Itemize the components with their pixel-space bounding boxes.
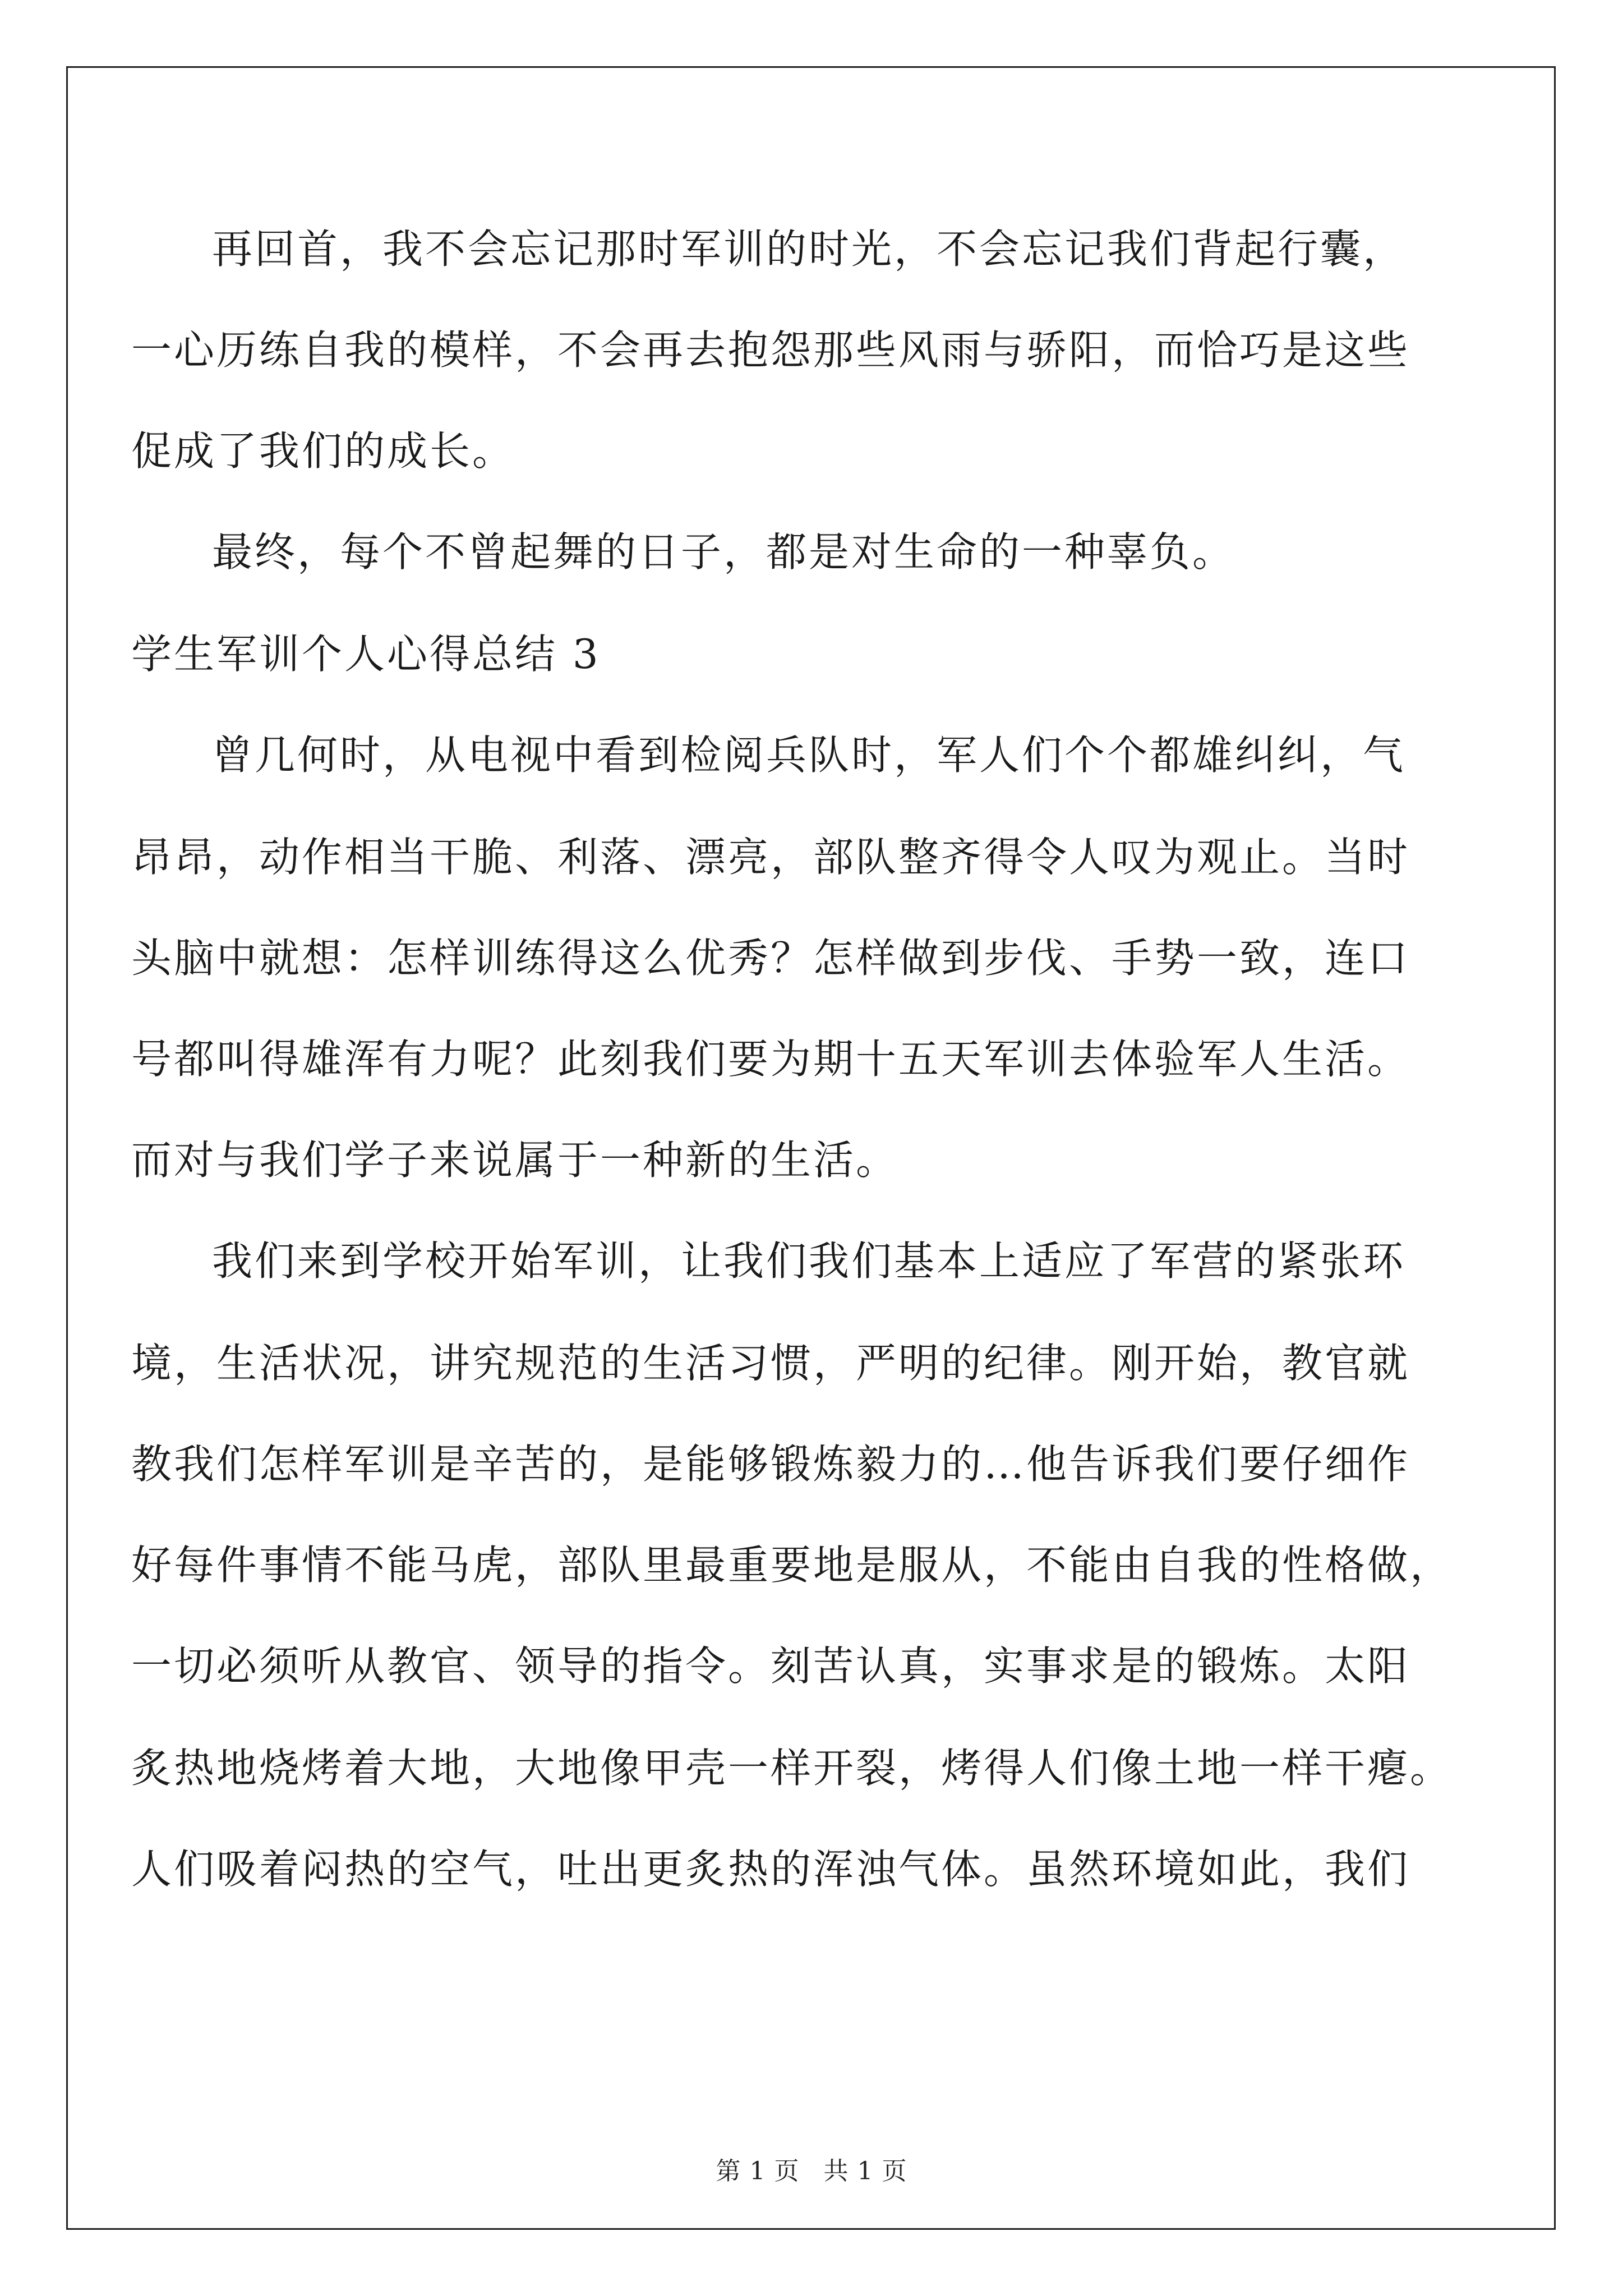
- paragraph-line: 人们吸着闷热的空气，吐出更炙热的浑浊气体。虽然环境如此，我们: [131, 1846, 1410, 1893]
- paragraph-line: 境，生活状况，讲究规范的生活习惯，严明的纪律。刚开始，教官就: [131, 1340, 1410, 1387]
- paragraph-line: 一切必须听从教官、领导的指令。刻苦认真，实事求是的锻炼。太阳: [131, 1642, 1410, 1690]
- paragraph-line: 曾几何时，从电视中看到检阅兵队时，军人们个个都雄纠纠，气: [212, 731, 1406, 779]
- paragraph-line: 一心历练自我的模样，不会再去抱怨那些风雨与骄阳，而恰巧是这些: [131, 326, 1410, 374]
- section-heading: 学生军训个人心得总结 3: [131, 631, 601, 678]
- document-body: [131, 0, 1494, 2188]
- page-total: 共 1 页: [823, 2157, 907, 2185]
- paragraph-line: 好每件事情不能马虎，部队里最重要地是服从，不能由自我的性格做，: [131, 1542, 1453, 1589]
- page-footer: [0, 2151, 1623, 2187]
- paragraph-line: 而对与我们学子来说属于一种新的生活。: [131, 1137, 899, 1184]
- paragraph-line: 促成了我们的成长。: [131, 427, 515, 475]
- paragraph-line: 我们来到学校开始军训，让我们我们基本上适应了军营的紧张环: [212, 1237, 1406, 1285]
- paragraph-line: 头脑中就想：怎样训练得这么优秀？怎样做到步伐、手势一致，连口: [131, 935, 1410, 982]
- paragraph-line: 昂昂，动作相当干脆、利落、漂亮，部队整齐得令人叹为观止。当时: [131, 834, 1410, 881]
- paragraph-line: 再回首，我不会忘记那时军训的时光，不会忘记我们背起行囊，: [212, 226, 1406, 273]
- page-number: 第 1 页: [716, 2157, 800, 2185]
- paragraph-line: 最终，每个不曾起舞的日子，都是对生命的一种辜负。: [212, 528, 1235, 576]
- paragraph-line: 教我们怎样军训是辛苦的，是能够锻炼毅力的…他告诉我们要仔细作: [131, 1441, 1410, 1488]
- paragraph-line: 炙热地烧烤着大地，大地像甲壳一样开裂，烤得人们像土地一样干瘪。: [131, 1745, 1453, 1792]
- paragraph-line: 号都叫得雄浑有力呢？此刻我们要为期十五天军训去体验军人生活。: [131, 1036, 1410, 1083]
